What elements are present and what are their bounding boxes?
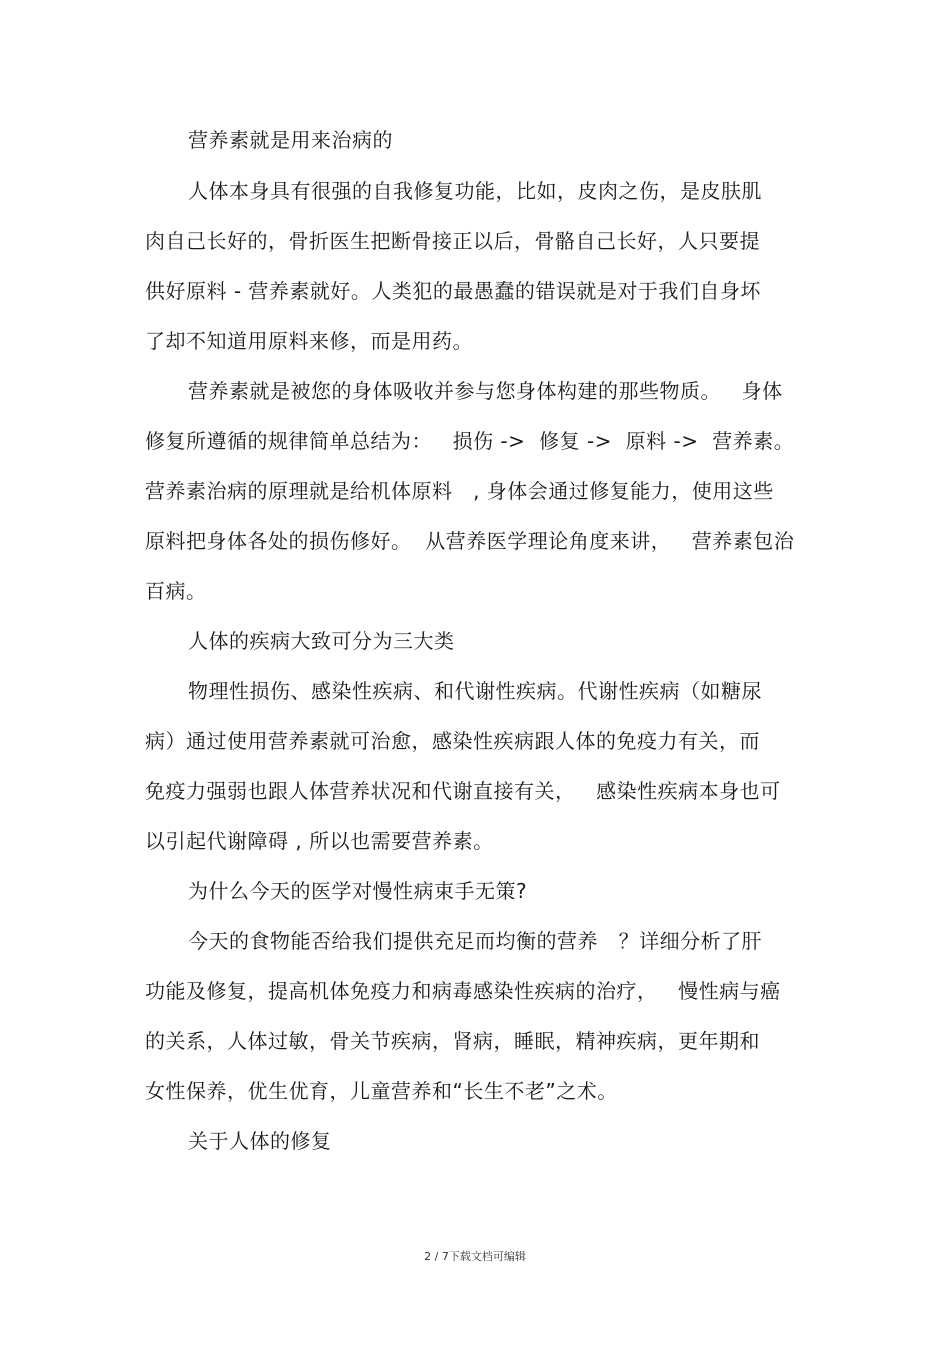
paragraph-line: 功能及修复，提高机体免疫力和病毒感染性疾病的治疗， 慢性病与癌 [145, 979, 781, 1003]
paragraph-line: 修复所遵循的规律简单总结为： 损伤 -> 修复 -> 原料 -> 营养素。 [145, 429, 795, 453]
paragraph-line: 女性保养，优生优育，儿童营养和“长生不老”之术。 [145, 1079, 618, 1103]
paragraph-line: 肉自己长好的，骨折医生把断骨接正以后，骨骼自己长好，人只要提 [145, 229, 760, 253]
paragraph-line: 供好原料 - 营养素就好。人类犯的最愚蠢的错误就是对于我们自身坏 [145, 279, 761, 303]
heading-body-repair: 关于人体的修复 [188, 1129, 332, 1153]
heading-nutrients-cure: 营养素就是用来治病的 [188, 128, 393, 152]
paragraph-line: 病）通过使用营养素就可治愈，感染性疾病跟人体的免疫力有关，而 [145, 729, 760, 753]
paragraph-line: 百病。 [145, 579, 207, 603]
paragraph-line: 免疫力强弱也跟人体营养状况和代谢直接有关， 感染性疾病本身也可 [145, 779, 781, 803]
paragraph-line: 今天的食物能否给我们提供充足而均衡的营养 ？详细分析了肝 [188, 929, 763, 953]
paragraph-line: 物理性损伤、感染性疾病、和代谢性疾病。代谢性疾病（如糖尿 [188, 679, 762, 703]
paragraph-line: 原料把身体各处的损伤修好。 从营养医学理论角度来讲， 营养素包治 [145, 529, 795, 553]
page-footer: 2 / 7下载文档可编辑 [424, 1250, 526, 1263]
paragraph-line: 营养素就是被您的身体吸收并参与您身体构建的那些物质。 身体 [188, 379, 783, 403]
heading-chronic-disease: 为什么今天的医学对慢性病束手无策? [188, 879, 528, 903]
paragraph-line: 营养素治病的原理就是给机体原料 , 身体会通过修复能力，使用这些 [145, 479, 774, 503]
heading-disease-categories: 人体的疾病大致可分为三大类 [188, 629, 455, 653]
paragraph-line: 以引起代谢障碍 , 所以也需要营养素。 [145, 829, 494, 853]
paragraph-line: 了却不知道用原料来修，而是用药。 [145, 329, 473, 353]
paragraph-line: 的关系，人体过敏，骨关节疾病，肾病，睡眠，精神疾病，更年期和 [145, 1029, 760, 1053]
paragraph-line: 人体本身具有很强的自我修复功能，比如，皮肉之伤，是皮肤肌 [188, 179, 762, 203]
